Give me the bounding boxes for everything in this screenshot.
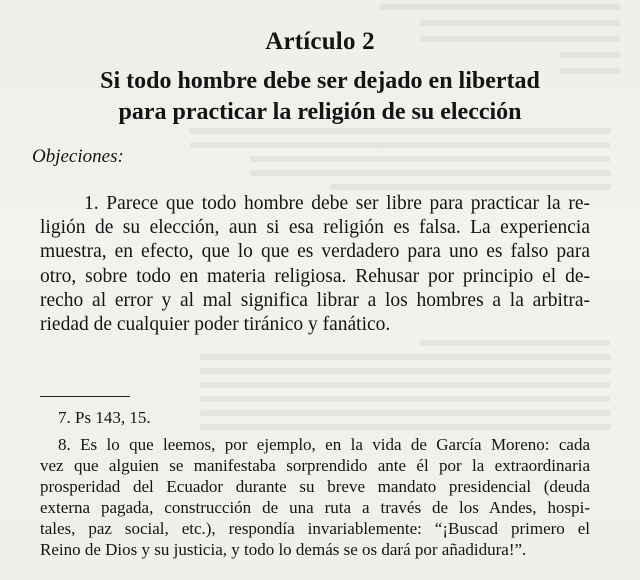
footnote-line: 7. Ps 143, 15. (58, 408, 151, 427)
footnote-line: externa pagada, construcción de una ruta a través de los Andes, hospi- (40, 498, 590, 517)
footnote-line: Reino de Dios y su justicia, y todo lo demás se os dará por añadidura!”. (40, 540, 527, 559)
objections-heading: Objeciones: (32, 146, 124, 167)
footnote-line: vez que alguien se manifestaba sorprendido ante él por la extraordinaria (40, 456, 590, 475)
paragraph-line: 1. Parece que todo hombre debe ser libre para practicar la re- (84, 193, 590, 214)
paragraph-line: ligión de su elección, aun si esa religión es falsa. La experiencia (40, 217, 590, 239)
footnote-7 (40, 407, 590, 428)
footnote-line: tales, paz social, etc.), respondía invariablemente: “¡Buscad primero el (40, 519, 590, 538)
footnote-line: 8. Es lo que leemos, por ejemplo, en la vida de García Moreno: cada (58, 435, 590, 454)
footnote-8 (40, 434, 590, 560)
objection-paragraph (40, 192, 590, 337)
paragraph-line: otro, sobre todo en materia religiosa. Rehusar por principio el de- (40, 265, 590, 287)
article-title-line: para practicar la religión de su elección (118, 99, 522, 125)
paragraph-line: riedad de cualquier poder tiránico y fanático. (40, 314, 391, 336)
paragraph-line: muestra, en efecto, que lo que es verdadero para uno es falso para (40, 241, 590, 263)
footnote-line: prosperidad del Ecuador durante su breve mandato presidencial (deuda (40, 477, 590, 496)
footnote-divider (40, 396, 130, 397)
article-title (40, 66, 600, 128)
article-number: Artículo 2 (265, 28, 375, 55)
paragraph-line: recho al error y al mal significa librar a los hombres a la arbitra- (40, 289, 590, 311)
article-title-line: Si todo hombre debe ser dejado en libertad (100, 68, 540, 94)
